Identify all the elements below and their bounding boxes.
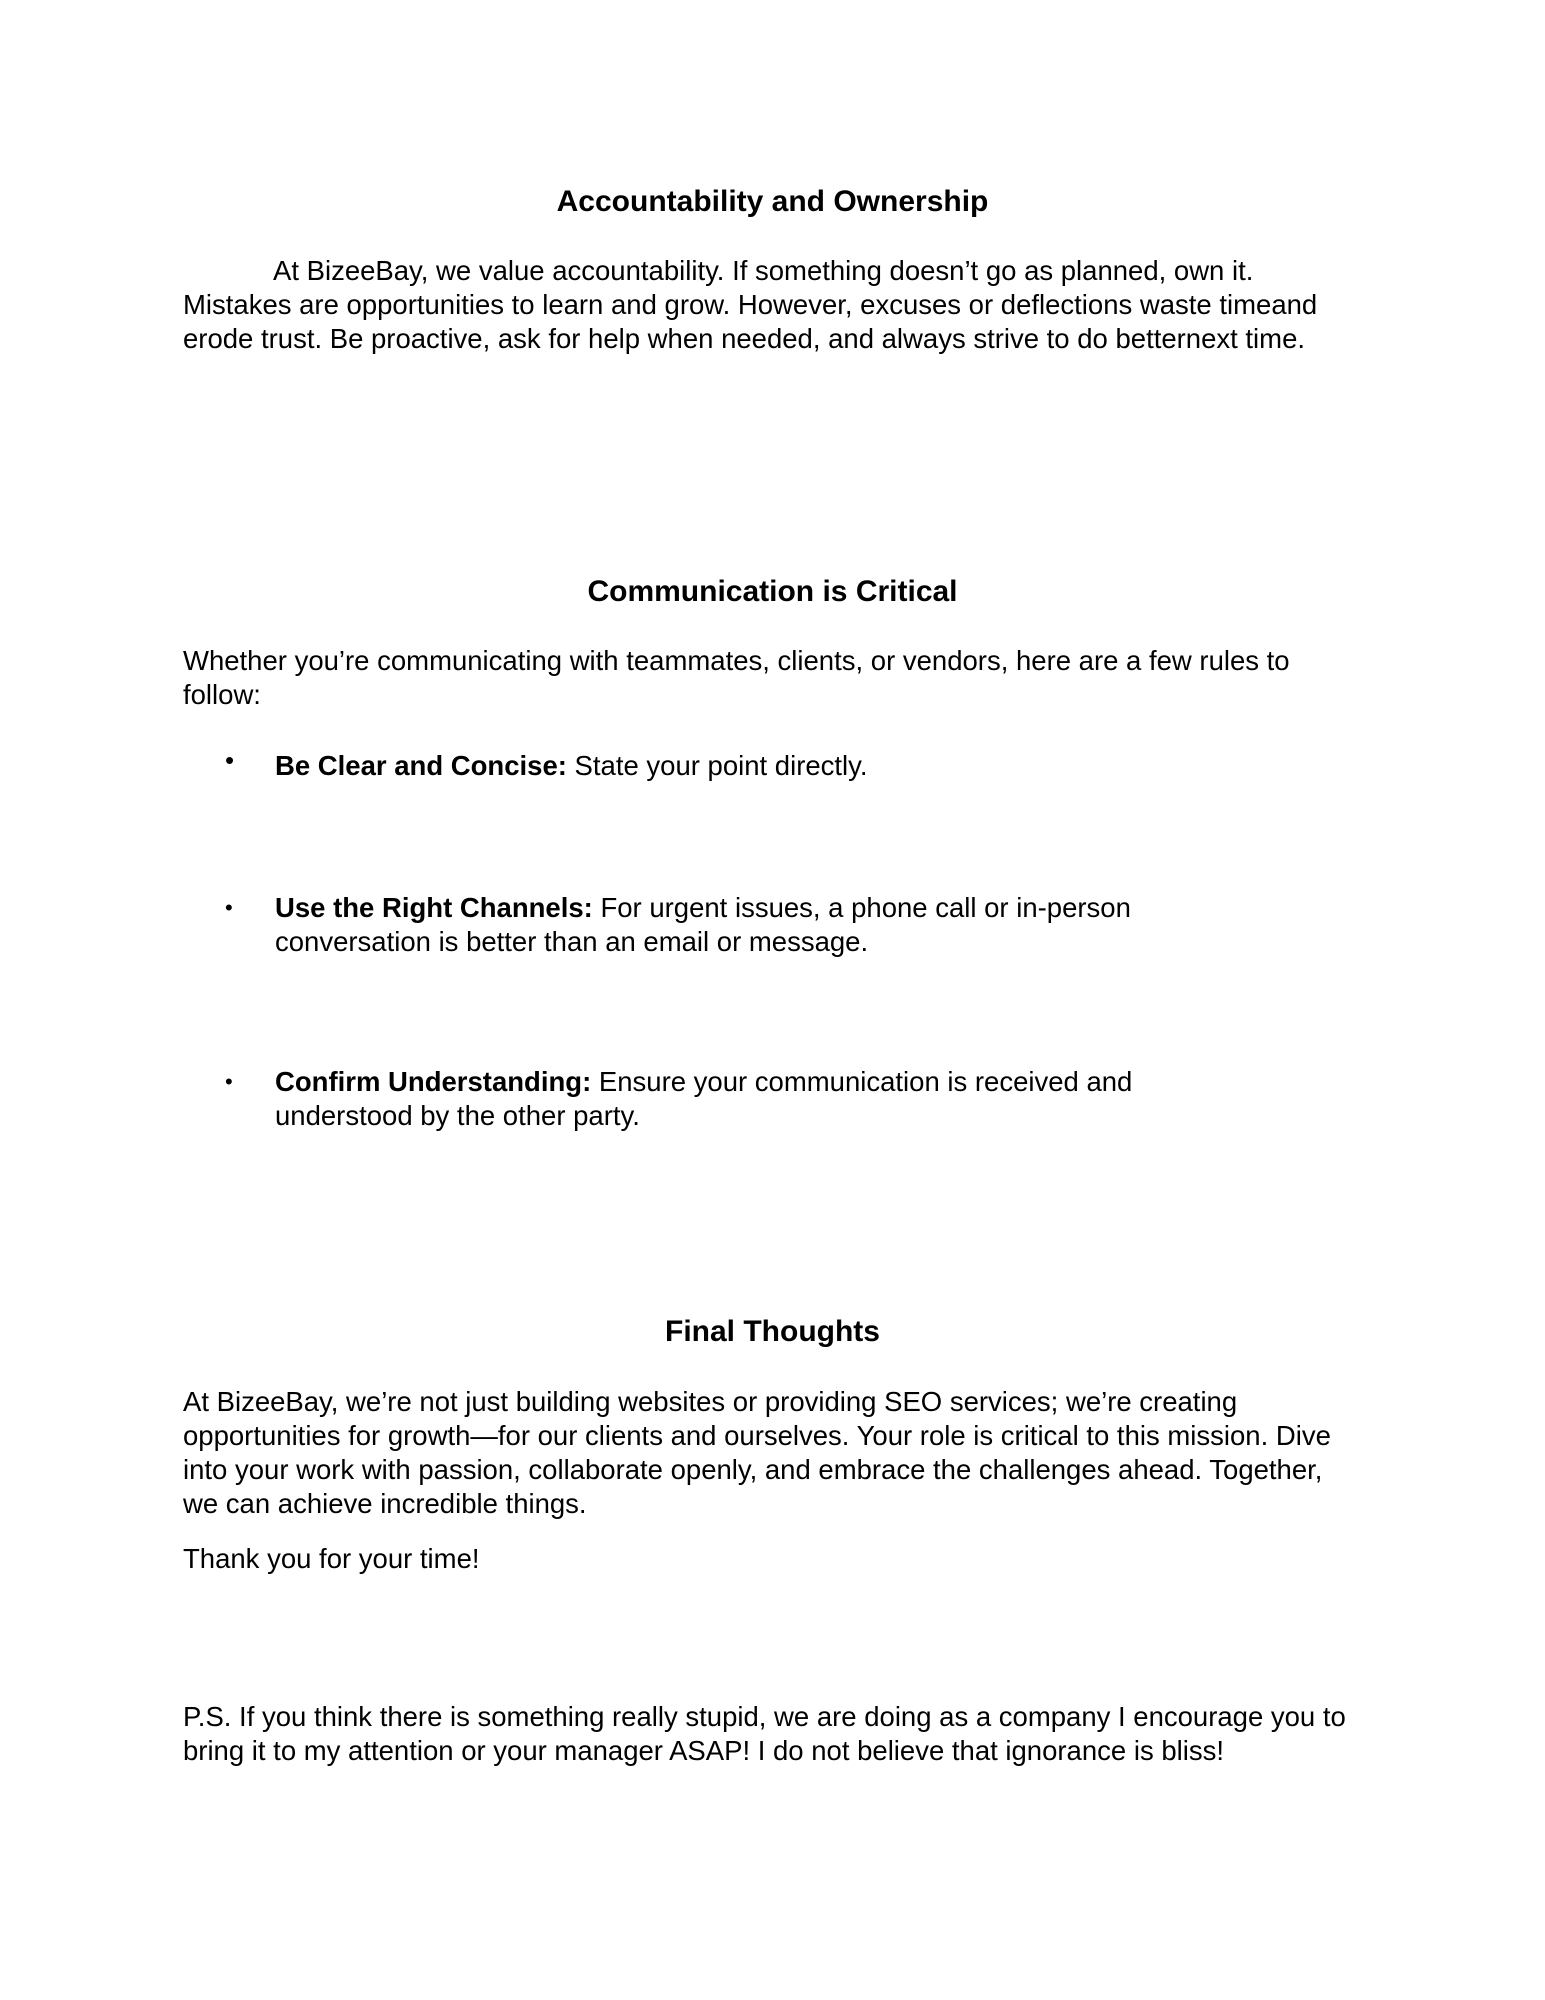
list-item-text: For urgent issues, a phone call or in-person conversation is better than an email or message.: [275, 892, 1131, 957]
list-item-label: Be Clear and Concise:: [275, 750, 567, 781]
bullet-icon: •: [225, 895, 233, 920]
paragraph-thank-you: Thank you for your time!: [183, 1543, 480, 1574]
list-item-text: Ensure your communication is received and understood by the other party.: [275, 1066, 1133, 1131]
list-item-right-channels: [225, 891, 1275, 959]
paragraph-postscript: P.S. If you think there is something really stupid, we are doing as a company I encourage you to bring it to my attention or your manager ASAP! I do not believe that ignorance is bliss!: [183, 1701, 1346, 1766]
paragraph-accountability: At BizeeBay, we value accountability. If something doesn’t go as planned, own it. Mistakes are opportunities to learn and grow. However, excuses or deflections waste timeand erode trust. Be proactive, ask for help when needed, and always strive to do betternext time.: [183, 255, 1318, 354]
heading-communication: Communication is Critical: [587, 575, 958, 608]
bullet-icon: •: [225, 1069, 233, 1094]
heading-accountability: Accountability and Ownership: [556, 185, 989, 218]
paragraph-final-thoughts: At BizeeBay, we’re not just building websites or providing SEO services; we’re creating opportunities for growth—for our clients and ourselves. Your role is critical to this mission. Dive into your work with passion, collaborate openly, and embrace the challenges ahead. Together, we can achieve incredible things.: [183, 1386, 1331, 1519]
list-item-text: State your point directly.: [566, 750, 868, 781]
paragraph-communication-intro: Whether you’re communicating with teammates, clients, or vendors, here are a few rules to follow:: [183, 645, 1290, 710]
list-item-be-clear: [225, 745, 1275, 783]
list-item-label: Confirm Understanding:: [275, 1066, 592, 1097]
list-item-label: Use the Right Channels:: [275, 892, 593, 923]
heading-final-thoughts: Final Thoughts: [665, 1315, 880, 1348]
bullet-icon: •: [225, 745, 235, 775]
list-item-confirm-understanding: [225, 1065, 1275, 1133]
